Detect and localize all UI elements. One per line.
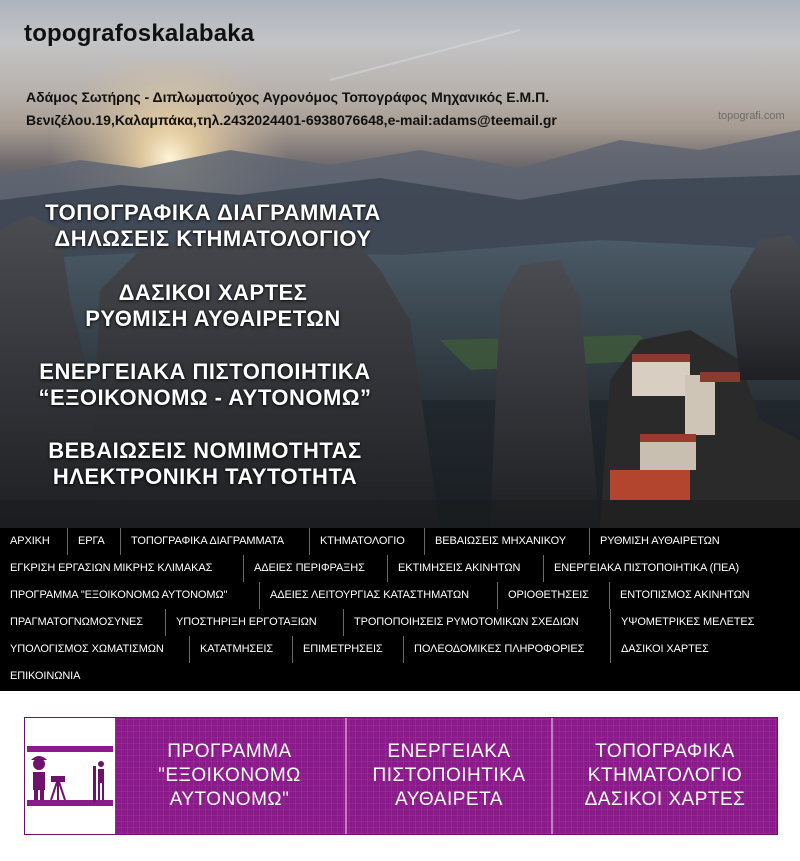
hero-line: ΕΝΕΡΓΕΙΑΚΑ ΠΙΣΤΟΠΟΙΗΤΙΚΑ xyxy=(39,359,371,384)
site-title[interactable]: topografoskalabaka xyxy=(24,20,255,47)
hero-service-block-2 xyxy=(14,280,412,332)
banner-line: ΚΤΗΜΑΤΟΛΟΓΙΟ xyxy=(587,765,743,786)
banner-line: ΔΑΣΙΚΟΙ ΧΑΡΤΕΣ xyxy=(584,789,746,810)
nav-item-site-support[interactable]: ΥΠΟΣΤΗΡΙΞΗ ΕΡΓΟΤΑΞΙΩΝ xyxy=(166,609,344,636)
banner-line: ΑΥΘΑΙΡΕΤΑ xyxy=(395,789,503,810)
hero-line: ΡΥΘΜΙΣΗ ΑΥΘΑΙΡΕΤΩΝ xyxy=(85,306,341,331)
banner-topography-link[interactable] xyxy=(553,718,777,834)
hero-line: ΔΑΣΙΚΟΙ ΧΑΡΤΕΣ xyxy=(118,280,308,305)
hero-service-block-4 xyxy=(6,438,404,490)
nav-item-projects[interactable]: ΕΡΓΑ xyxy=(68,528,121,555)
nav-row-3 xyxy=(0,582,800,609)
nav-item-elevation-studies[interactable]: ΥΨΟΜΕΤΡΙΚΕΣ ΜΕΛΕΤΕΣ xyxy=(621,616,755,628)
nav-item-fencing-permits[interactable]: ΑΔΕΙΕΣ ΠΕΡΙΦΡΑΞΗΣ xyxy=(244,555,388,582)
main-navigation xyxy=(0,528,800,691)
nav-item-store-permits[interactable]: ΑΔΕΙΕΣ ΛΕΙΤΟΥΡΓΙΑΣ ΚΑΤΑΣΤΗΜΑΤΩΝ xyxy=(260,582,498,609)
surveyor-icon xyxy=(25,718,115,834)
nav-item-engineer-certificates[interactable]: ΒΕΒΑΙΩΣΕΙΣ ΜΗΧΑΝΙΚΟΥ xyxy=(425,528,590,555)
nav-item-property-valuation[interactable]: ΕΚΤΙΜΗΣΕΙΣ ΑΚΙΝΗΤΩΝ xyxy=(388,555,544,582)
nav-item-home[interactable]: ΑΡΧΙΚΗ xyxy=(0,528,68,555)
banner-line: ΠΙΣΤΟΠΟΙΗΤΙΚΑ xyxy=(372,765,526,786)
contact-info: Βενιζέλου.19,Καλαμπάκα,τηλ.2432024401-6938076648,e-mail:adams@teemail.gr xyxy=(26,112,557,128)
nav-item-cadastre[interactable]: ΚΤΗΜΑΤΟΛΟΓΙΟ xyxy=(310,528,425,555)
banner-energy-certificates-link[interactable] xyxy=(347,718,551,834)
nav-item-planning-info[interactable]: ΠΟΛΕΟΔΟΜΙΚΕΣ ΠΛΗΡΟΦΟΡΙΕΣ xyxy=(404,636,611,663)
banner-line: ΠΡΟΓΡΑΜΜΑ xyxy=(167,741,292,762)
banner-exoikonomo-link[interactable] xyxy=(115,718,344,834)
hero-service-block-1 xyxy=(14,200,412,252)
owner-description: Αδάμος Σωτήρης - Διπλωματούχος Αγρονόμος Τοπογράφος Μηχανικός Ε.Μ.Π. xyxy=(26,89,550,105)
nav-row-4 xyxy=(0,609,800,636)
banner-line: ΑΥΤΟΝΟΜΩ" xyxy=(169,789,290,810)
nav-item-subdivisions[interactable]: ΚΑΤΑΤΜΗΣΕΙΣ xyxy=(190,636,293,663)
nav-item-urban-plan-amendments[interactable]: ΤΡΟΠΟΠΟΙΗΣΕΙΣ ΡΥΜΟΤΟΜΙΚΩΝ ΣΧΕΔΙΩΝ xyxy=(344,609,611,636)
nav-item-small-scale-works[interactable]: ΕΓΚΡΙΣΗ ΕΡΓΑΣΙΩΝ ΜΙΚΡΗΣ ΚΛΙΜΑΚΑΣ xyxy=(0,555,244,582)
nav-row-5 xyxy=(0,636,800,663)
nav-item-demarcations[interactable]: ΟΡΙΟΘΕΤΗΣΕΙΣ xyxy=(498,582,610,609)
hero-line: ΒΕΒΑΙΩΣΕΙΣ ΝΟΜΙΜΟΤΗΤΑΣ xyxy=(48,438,362,463)
nav-item-energy-certificates[interactable]: ΕΝΕΡΓΕΙΑΚΑ ΠΙΣΤΟΠΟΙΗΤΙΚΑ (ΠΕΑ) xyxy=(554,562,740,574)
hero-line: ΤΟΠΟΓΡΑΦΙΚΑ ΔΙΑΓΡΑΜΜΑΤΑ xyxy=(45,200,381,225)
nav-item-expert-reports[interactable]: ΠΡΑΓΜΑΤΟΓΝΩΜΟΣΥΝΕΣ xyxy=(0,609,166,636)
hero-line: “ΕΞΟΙΚΟΝΟΜΩ - ΑΥΤΟΝΟΜΩ” xyxy=(38,385,372,410)
nav-item-forest-maps[interactable]: ΔΑΣΙΚΟΙ ΧΑΡΤΕΣ xyxy=(621,643,709,655)
hero-service-block-3 xyxy=(6,359,404,411)
banner-line: ΤΟΠΟΓΡΑΦΙΚΑ xyxy=(595,741,735,762)
nav-row-1 xyxy=(0,528,800,555)
nav-item-exoikonomo-program[interactable]: ΠΡΟΓΡΑΜΜΑ "ΕΞΟΙΚΟΝΟΜΩ ΑΥΤΟΝΟΜΩ" xyxy=(0,582,260,609)
banner-line: ΕΝΕΡΓΕΙΑΚΑ xyxy=(387,741,511,762)
nav-item-measurements[interactable]: ΕΠΙΜΕΤΡΗΣΕΙΣ xyxy=(293,636,404,663)
services-banner[interactable] xyxy=(24,717,778,835)
nav-item-contact[interactable]: ΕΠΙΚΟΙΝΩΝΙΑ xyxy=(10,670,81,682)
nav-item-property-location[interactable]: ΕΝΤΟΠΙΣΜΟΣ ΑΚΙΝΗΤΩΝ xyxy=(620,589,750,601)
hero-line: ΔΗΛΩΣΕΙΣ ΚΤΗΜΑΤΟΛΟΓΙΟΥ xyxy=(54,226,372,251)
nav-item-topographic-diagrams[interactable]: ΤΟΠΟΓΡΑΦΙΚΑ ΔΙΑΓΡΑΜΜΑΤΑ xyxy=(121,528,310,555)
nav-row-6 xyxy=(0,663,800,690)
image-watermark: topografi.com xyxy=(718,110,785,122)
nav-row-2 xyxy=(0,555,800,582)
banner-line: "ΕΞΟΙΚΟΝΟΜΩ xyxy=(158,765,301,786)
nav-item-illegal-settlement[interactable]: ΡΥΘΜΙΣΗ ΑΥΘΑΙΡΕΤΩΝ xyxy=(600,535,720,547)
hero-line: ΗΛΕΚΤΡΟΝΙΚΗ ΤΑΥΤΟΤΗΤΑ xyxy=(52,464,358,489)
nav-item-earthwork-calculation[interactable]: ΥΠΟΛΟΓΙΣΜΟΣ ΧΩΜΑΤΙΣΜΩΝ xyxy=(0,636,190,663)
